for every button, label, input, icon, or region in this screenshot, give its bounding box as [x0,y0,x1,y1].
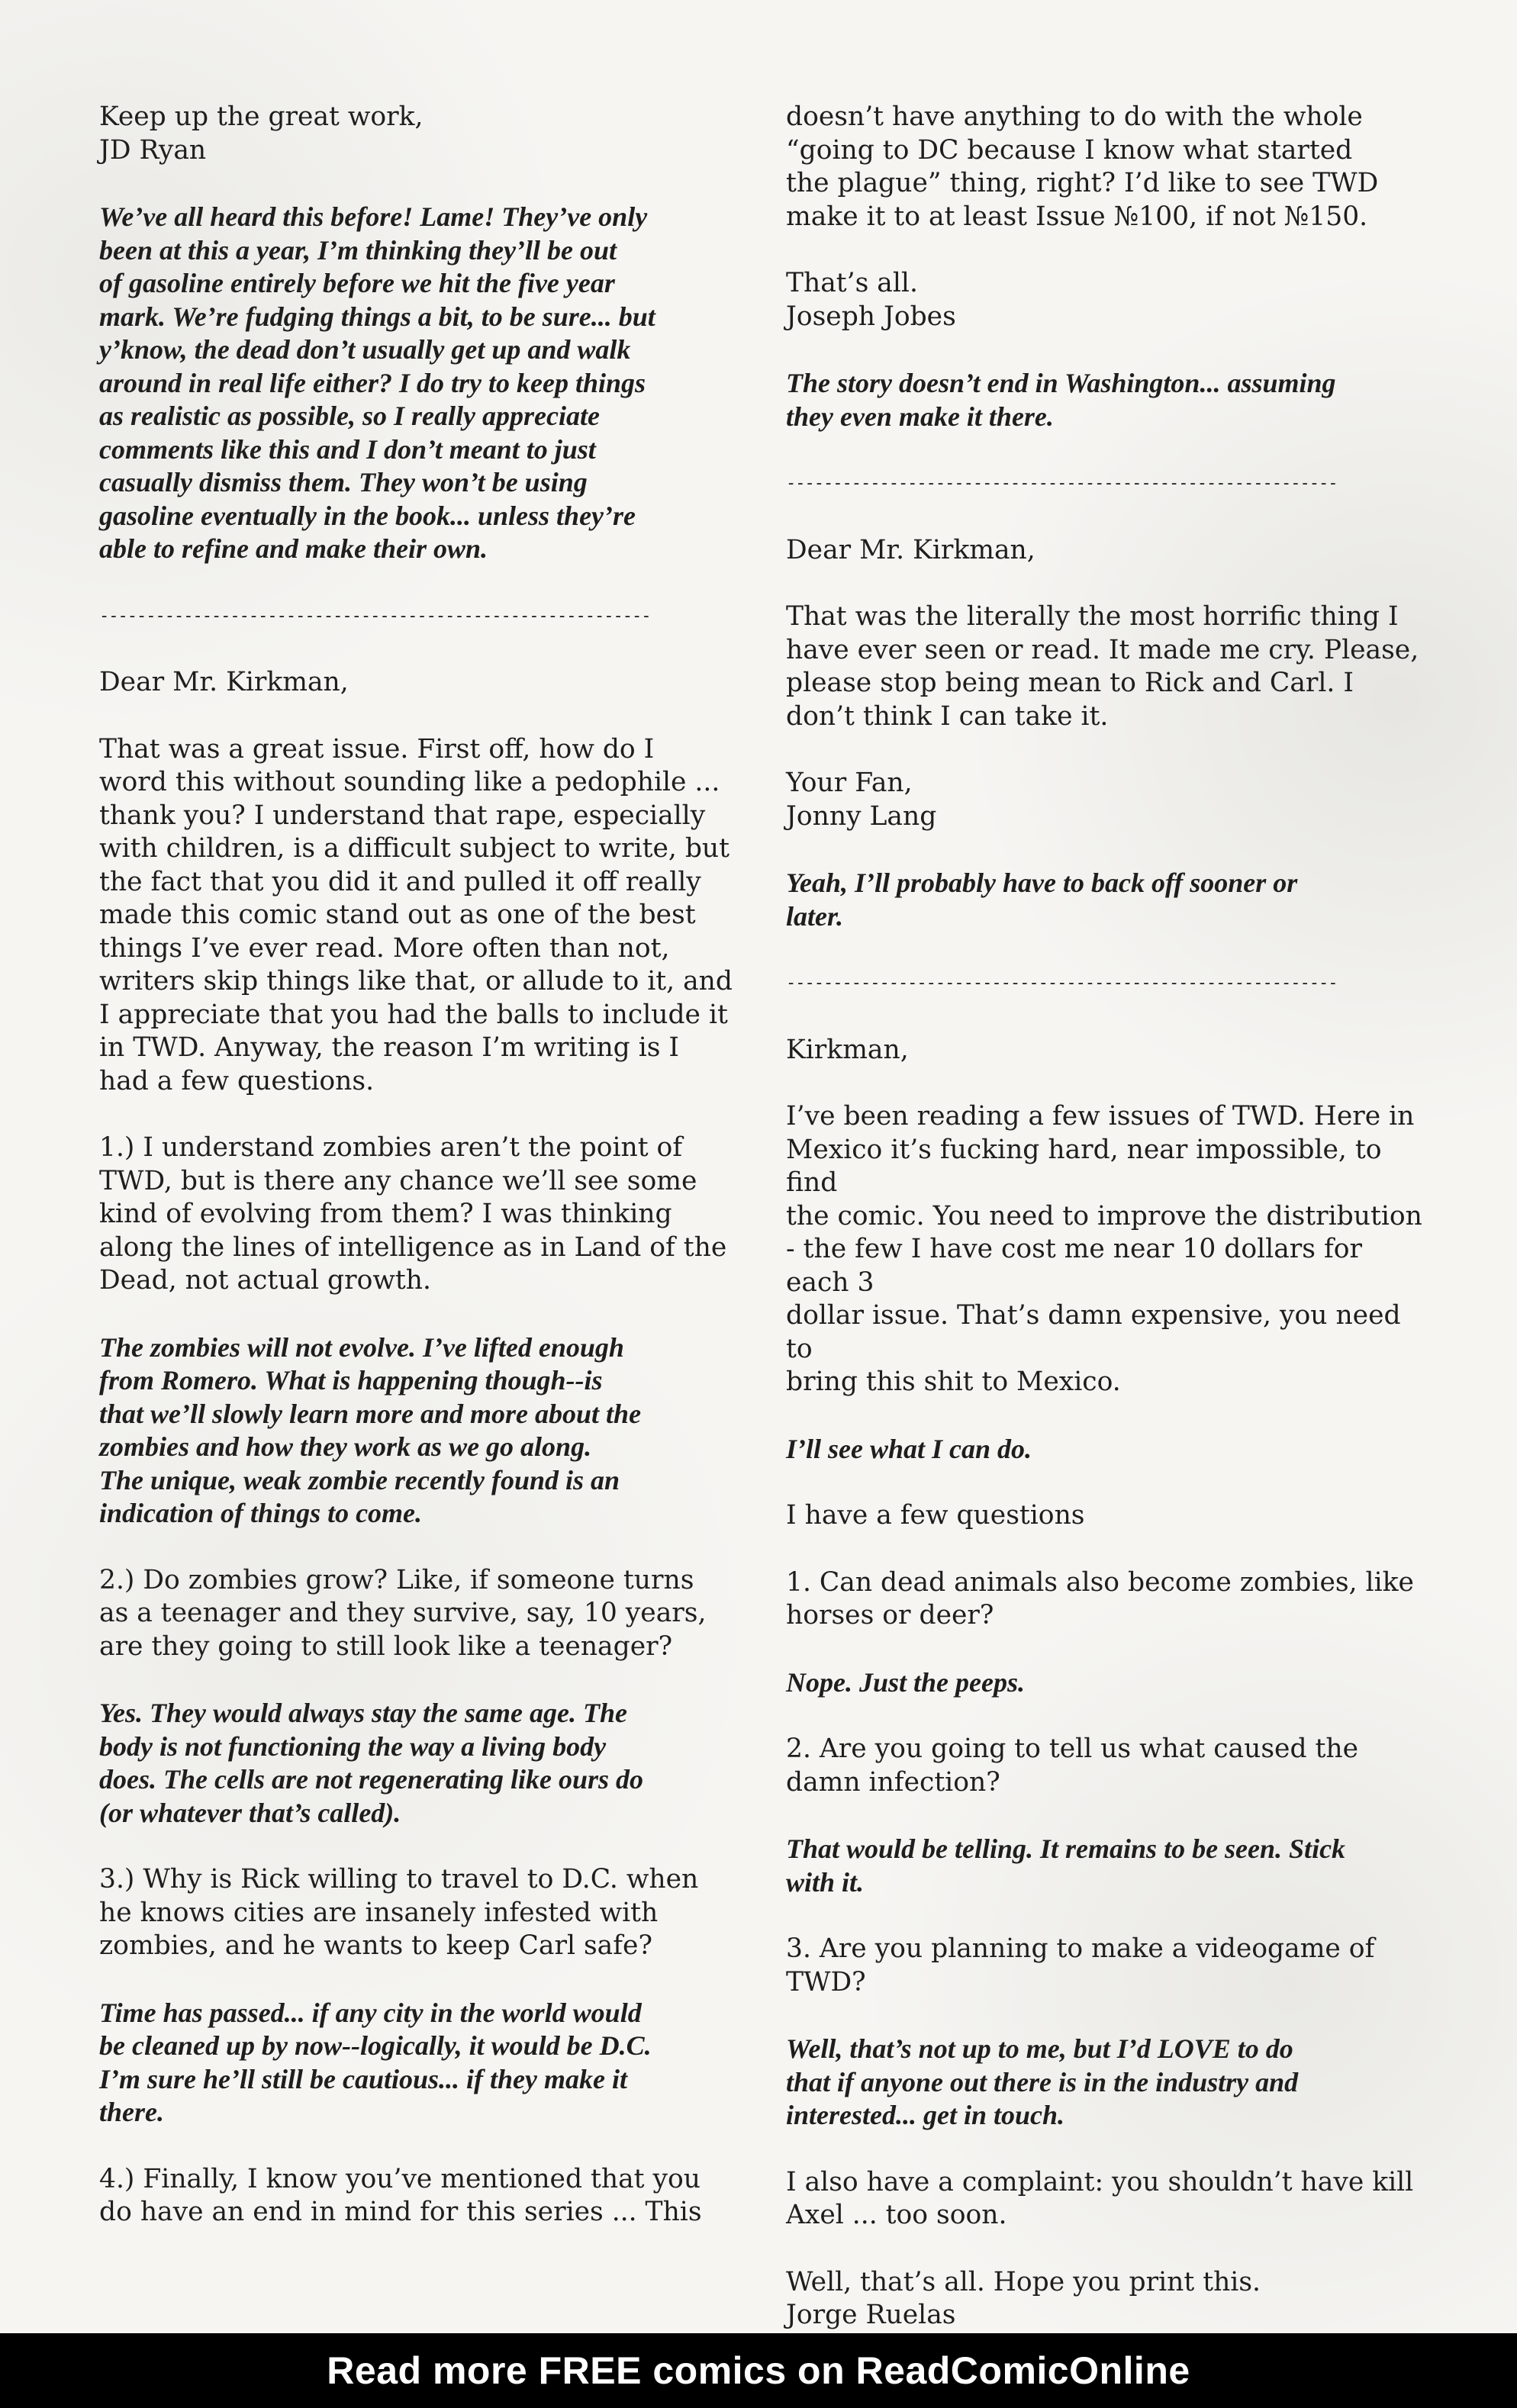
text-line: around in real life either? I do try to keep things [99,367,646,398]
letter-paragraph [786,600,1427,733]
text-line: Joseph Jobes [786,301,956,332]
text-line: casually dismiss them. They won’t be using [99,467,588,497]
text-line: Nope. Just the peeps. [786,1666,1025,1698]
text-line: word this without sounding like a pedophile ... [99,767,720,797]
text-line: I’ll see what I can do. [786,1433,1032,1464]
letter-paragraph [99,733,740,1099]
editor-reply [99,1331,740,1531]
text-line: I’ve been reading a few issues of TWD. Here in [786,1101,1415,1132]
section-divider [786,967,1427,1000]
editor-reply [99,1997,740,2130]
text-line: in TWD. Anyway, the reason I’m writing is I [99,1032,680,1063]
text-line: things I’ve ever read. More often than not, [99,932,670,964]
left-column [99,101,740,2263]
text-line: there. [99,2097,164,2127]
text-line: do have an end in mind for this series ... This [99,2197,702,2227]
text-line: Your Fan, [786,768,913,798]
text-line: TWD, but is there any chance we’ll see some [99,1165,697,1196]
text-line: The story doesn’t end in Washington... assuming [786,368,1336,398]
text-line: the fact that you did it and pulled it off really [99,866,701,897]
text-line: Yes. They would always stay the same age. The [99,1698,627,1728]
text-line: Jorge Ruelas [786,2300,956,2330]
text-line: horses or deer? [786,1600,994,1631]
text-line: dollar issue. That’s damn expensive, you need to [786,1300,1401,1364]
text-line: doesn’t have anything to do with the whole [786,101,1363,132]
text-line: Kirkman, [786,1034,909,1065]
footer-link-text[interactable]: Read more FREE comics on ReadComicOnline [327,2349,1190,2392]
letter-paragraph [786,1566,1427,1633]
text-line: interested... get in touch. [786,2100,1065,2130]
text-line: Jonny Lang [786,800,937,832]
text-line: 1. Can dead animals also become zombies, like [786,1566,1414,1598]
letter-paragraph [99,1132,740,1298]
text-line: ----------------------------------------------------------- [786,974,1338,993]
text-line: The zombies will not evolve. I’ve lifted enough [99,1331,624,1363]
letter-paragraph [786,1499,1427,1533]
letter-paragraph [99,1564,740,1664]
text-line: don’t think I can take it. [786,700,1109,732]
letter-paragraph [786,2166,1427,2233]
text-line: zombies, and he wants to keep Carl safe? [99,1930,652,1961]
text-line: with it. [786,1866,865,1898]
text-line: bring this shit to Mexico. [786,1367,1121,1397]
text-line: 2. Are you going to tell us what caused the [786,1734,1359,1764]
text-line: Dear Mr. Kirkman, [786,534,1035,565]
text-line: 3.) Why is Rick willing to travel to D.C. when [99,1864,699,1895]
text-line: That was a great issue. First off, how do I [99,733,655,765]
text-line: as realistic as possible, so I really appreciate [99,401,600,431]
text-line: That’s all. [786,268,918,298]
right-column [786,101,1427,2366]
letter-paragraph [99,666,740,700]
text-line: have ever seen or read. It made me cry. Please, [786,634,1419,665]
editor-reply [786,367,1427,433]
letter-paragraph [99,1863,740,1963]
text-line: of gasoline entirely before we hit the five year [99,268,615,298]
text-line: I also have a complaint: you shouldn’t have kill [786,2166,1414,2197]
letter-paragraph [99,2163,740,2229]
text-line: does. The cells are not regenerating like ours do [99,1764,643,1795]
text-line: ----------------------------------------------------------- [99,606,651,626]
text-line: be cleaned up by now--logically, it would be D.C. [99,2030,652,2061]
letter-paragraph [786,767,1427,833]
text-line: comments like this and I don’t meant to just [99,433,596,465]
text-line: he knows cities are insanely infested with [99,1897,659,1928]
letter-paragraph [786,1733,1427,1799]
text-line: Axel ... too soon. [786,2200,1007,2230]
text-line: That would be telling. It remains to be seen. Stick [786,1833,1346,1864]
text-line: zombies and how they work as we go along. [99,1431,592,1462]
text-line: kind of evolving from them? I was thinking [99,1199,672,1229]
text-line: Keep up the great work, [99,101,424,132]
text-line: The unique, weak zombie recently found is an [99,1464,620,1495]
text-line: along the lines of intelligence as in Land of the [99,1231,727,1263]
text-line: 2.) Do zombies grow? Like, if someone turns [99,1564,694,1595]
text-line: Well, that’s not up to me, but I’d LOVE to do [786,2033,1293,2064]
text-line: We’ve all heard this before! Lame! They’ve only [99,201,648,232]
text-line: - the few I have cost me near 10 dollars for each 3 [786,1234,1362,1298]
text-line: ----------------------------------------------------------- [786,474,1338,493]
text-line: later. [786,900,844,932]
text-line: JD Ryan [99,134,207,166]
text-line: with children, is a difficult subject to write, but [99,833,730,864]
editor-reply [99,1697,740,1830]
text-line: indication of things to come. [99,1498,423,1528]
text-line: the plague” thing, right? I’d like to see TWD [786,168,1379,198]
text-line: make it to at least Issue №100, if not №150. [786,201,1368,232]
text-line: (or whatever that’s called). [99,1797,401,1828]
section-divider [786,467,1427,501]
text-line: thank you? I understand that rape, especially [99,800,706,831]
text-line: 1.) I understand zombies aren’t the point of [99,1132,683,1163]
text-line: made this comic stand out as one of the best [99,900,696,930]
text-line: 4.) Finally, I know you’ve mentioned that you [99,2163,701,2194]
text-line: damn infection? [786,1766,1000,1798]
editor-reply [99,201,740,566]
text-line: y’know, the dead don’t usually get up and walk [99,334,631,365]
editor-reply [786,1433,1427,1466]
editor-reply [786,867,1427,933]
section-divider [99,600,740,633]
text-line: That was the literally the most horrific thing I [786,601,1399,632]
text-line: Yeah, I’ll probably have to back off sooner or [786,868,1298,898]
text-line: writers skip things like that, or allude to it, and [99,966,733,996]
letter-paragraph [786,267,1427,333]
letter-paragraph [99,101,740,167]
text-line: Dead, not actual growth. [99,1265,431,1296]
text-line: Dear Mr. Kirkman, [99,667,349,697]
letter-paragraph [786,2266,1427,2332]
text-line: able to refine and make their own. [99,533,488,564]
editor-reply [786,1666,1427,1700]
letter-paragraph [786,1100,1427,1399]
text-line: from Romero. What is happening though--is [99,1365,603,1396]
editor-reply [786,2033,1427,2133]
text-line: I’m sure he’ll still be cautious... if they make it [99,2063,627,2094]
text-line: mark. We’re fudging things a bit, to be sure... but [99,301,655,332]
text-line: Well, that’s all. Hope you print this. [786,2266,1261,2297]
letter-paragraph [786,1034,1427,1067]
editor-reply [786,1833,1427,1899]
text-line: I appreciate that you had the balls to include it [99,999,728,1030]
text-line: been at this a year, I’m thinking they’ll be out [99,234,617,266]
text-line: 3. Are you planning to make a videogame of [786,1933,1375,1964]
text-line: Time has passed... if any city in the world would [99,1997,642,2028]
letter-paragraph [786,101,1427,233]
text-line: gasoline eventually in the book... unless they’re [99,500,636,531]
letter-paragraph [786,534,1427,568]
letter-paragraph [786,1933,1427,1999]
text-line: Mexico it’s fucking hard, near impossible, to find [786,1134,1382,1198]
text-line: they even make it there. [786,401,1054,432]
text-line: had a few questions. [99,1065,375,1096]
text-line: TWD? [786,1966,866,1998]
text-line: please stop being mean to Rick and Carl. I [786,668,1354,698]
text-line: as a teenager and they survive, say, 10 years, [99,1598,707,1628]
text-line: the comic. You need to improve the distribution [786,1200,1422,1231]
text-line: that we’ll slowly learn more and more about the [99,1398,642,1429]
text-line: that if anyone out there is in the industry and [786,2066,1299,2097]
text-line: I have a few questions [786,1500,1085,1531]
text-line: body is not functioning the way a living body [99,1730,607,1762]
footer-banner[interactable] [0,2333,1517,2408]
text-line: are they going to still look like a teenager? [99,1631,673,1662]
text-line: “going to DC because I know what started [786,134,1353,166]
